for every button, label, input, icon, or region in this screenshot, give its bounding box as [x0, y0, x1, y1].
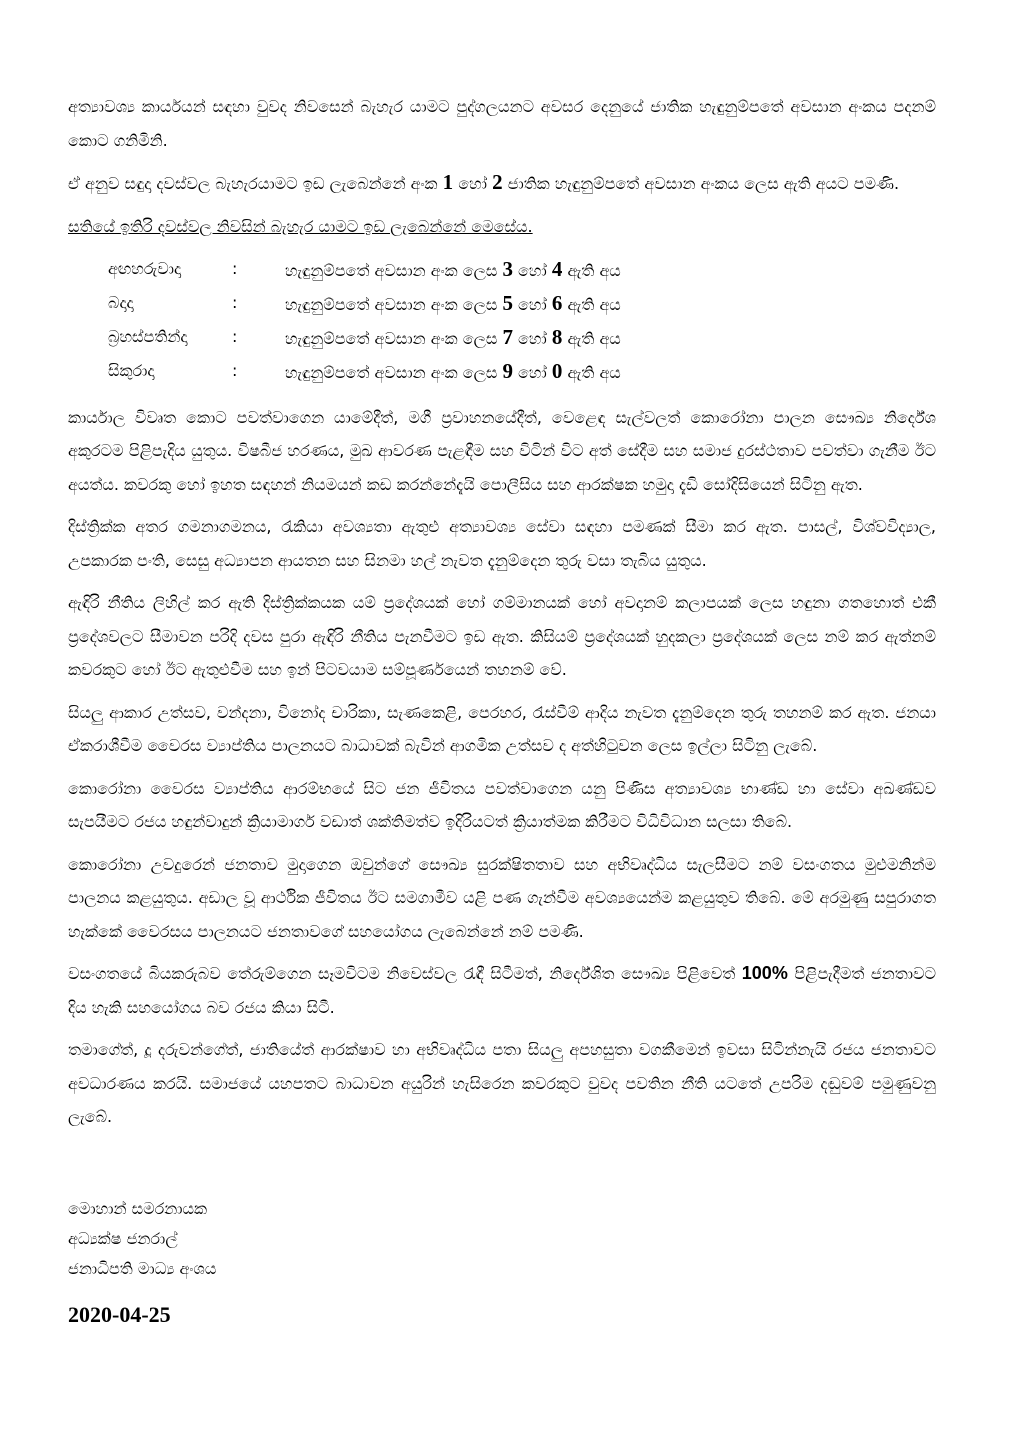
schedule-desc	[285, 253, 936, 287]
schedule-desc	[285, 321, 936, 355]
schedule-tail: ඇති අය	[567, 260, 621, 280]
schedule-colon: :	[232, 360, 238, 380]
number-1: 1	[442, 170, 454, 194]
schedule-heading: සතියේ ඉතිරි දවස්වල නිවසින් බැහැර යාමට ඉඩ ලැබෙන්නේ මෙසේය.	[68, 216, 533, 236]
schedule-desc	[285, 287, 936, 321]
or-word: හෝ	[518, 328, 547, 348]
or-word: හෝ	[518, 294, 547, 314]
closing-paragraph: තමාගේත්, දූ දරුවන්ගේත්, ජාතියේත් ආරක්ෂාව හා අභිවෘද්ධිය පතා සියලු අපහසුතා වගකීමෙන් ඉවසා සිටින්නැයි රජය ජනතාවට අවධාරණය කරයි. සමාජයේ යහපතට බාධාවන අයුරින් හැසිරෙන කවරකුට වුවද පවතින නීති යටතේ උපරිම දඬුවම් පමුණුවනු ලැබේ.	[68, 1040, 936, 1126]
cooperation-text-a: වසංගතයේ බියකරුබව තේරුම්ගෙන සෑමවිටම නිවෙස්වල රැඳී සිටීමත්, නිර්දේශිත සෞඛ්‍ය පිළිවෙත්	[68, 964, 736, 983]
schedule-row-friday	[108, 355, 936, 389]
signatory-department: ජනාධිපති මාධ්‍ය අංශය	[68, 1258, 217, 1278]
schedule-day: සිකුරාදා	[108, 360, 155, 380]
body-paragraph-5: කොරෝනා වෛරස ව්‍යාප්තිය ආරම්භයේ සිට ජන ජීවිතය පවත්වාගෙන යනු පිණිස අත්‍යාවශ්‍ය භාණ්ඩ හා සේවා අඛණ්ඩව සැපයීමට රජය හඳුන්වාදුන් ක්‍රියාමාර්ග වඩාත් ශක්තිමත්ව ඉදිරියටත් ක්‍රියාත්මක කිරීමට විධිවිධාන සලසා තිබේ.	[68, 778, 936, 831]
signature-block	[68, 1194, 936, 1284]
percentage-value: 100%	[741, 963, 788, 983]
number-2: 2	[492, 170, 503, 194]
schedule-number: 9	[502, 358, 513, 383]
schedule-number: 5	[502, 290, 513, 315]
document-date: 2020-04-25	[68, 1301, 171, 1327]
schedule-colon: :	[232, 326, 238, 346]
intro-text-a: ඒ අනුව සඳුදා දවස්වල බැහැරයාමට ඉඩ ලැබෙන්නේ අංක	[68, 174, 438, 193]
body-paragraph-4: සියලු ආකාර උත්සව, වන්දනා, විනෝද චාරිකා, සැණකෙළි, පෙරහර, රැස්වීම් ආදිය නැවත දැනුම්දෙන තුරු තහනම් කර ඇත. ජනයා ඒකරාශීවීම වෛරස ව්‍යාප්තිය පාලනයට බාධාවක් බැවින් ආගමික උත්සව ද අත්හිටුවන ලෙස ඉල්ලා සිටිනු ලැබේ.	[68, 702, 936, 755]
schedule-colon: :	[232, 292, 238, 312]
intro-paragraph-2	[68, 166, 936, 201]
schedule-day: බදාදා	[108, 292, 134, 312]
or-word: හෝ	[518, 362, 547, 382]
or-word: හෝ	[518, 260, 547, 280]
schedule-row-wednesday	[108, 287, 936, 321]
schedule-row-thursday	[108, 321, 936, 355]
schedule-desc-text: හැඳුනුම්පතේ අවසාන අංක ලෙස	[285, 294, 498, 314]
schedule-day: අඟහරුවාදා	[108, 258, 182, 278]
signatory-title: අධ්‍යක්ෂ ජනරාල්	[68, 1228, 178, 1248]
schedule-number: 0	[551, 358, 563, 383]
schedule-colon: :	[232, 258, 238, 278]
body-paragraph-1: කාර්යාල විවෘත කොට පවත්වාගෙන යාමේදීත්, මගී ප්‍රවාහනයේදීත්, වෙළෙඳ සැල්වලත් කොරෝනා පාලන සෞඛ්‍ය නිර්දේශ අකුරටම පිළිපැදිය යුතුය. විෂබීජ හරණය, මුඛ ආවරණ පැළඳීම සහ විටින් විට අත් සේදීම සහ සමාජ දුරස්ථතාව පවත්වා ගැනීම ඊට අයත්ය. කවරකු හෝ ඉහත සඳහන් නියමයන් කඩ කරන්නේදැයි පොලීසිය සහ ආරක්ෂක හමුදා දැඩි සෝදිසියෙන් සිටිනු ඇත.	[68, 407, 936, 494]
schedule-desc	[285, 355, 936, 389]
schedule-desc-text: හැඳුනුම්පතේ අවසාන අංක ලෙස	[285, 328, 498, 348]
cooperation-paragraph	[68, 957, 936, 1024]
body-paragraph-3: ඇඳිරි නීතිය ලිහිල් කර ඇති දිස්ත්‍රික්කයක යම් ප්‍රදේශයක් හෝ ගම්මානයක් හෝ අවදානම් කලාපයක් ලෙස හඳුනා ගතහොත් එකී ප්‍රදේශවලට සීමාවන පරිදි දවස පුරා ඇඳිරි නීතිය පැනවීමට ඉඩ ඇත. කිසියම් ප්‍රදේශයක් හුදකලා ප්‍රදේශයක් ලෙස නම් කර ඇත්නම් කවරකුට හෝ ඊට ඇතුළුවීම සහ ඉන් පිටවයාම සම්පූර්ණයෙන් තහනම් වේ.	[68, 593, 936, 679]
schedule-number: 6	[551, 290, 563, 315]
schedule-desc-text: හැඳුනුම්පතේ අවසාන අංක ලෙස	[285, 362, 498, 382]
schedule-row-tuesday	[108, 253, 936, 287]
body-paragraph-6: කොරෝනා උවදුරෙන් ජනතාව මුදාගෙන ඔවුන්ගේ සෞඛ්‍ය සුරක්ෂිතතාව සහ අභිවෘද්ධිය සැලසීමට නම් වසංගතය මුළුමනින්ම පාලනය කළයුතුය. අඩාල වූ ආර්ථික ජීවිතය ඊට සමගාමීව යළි පණ ගැන්වීම අවශ්‍යයෙන්ම කළයුතුව තිබේ. මේ අරමුණු සපුරාගත හැක්කේ වෛරසය පාලනයට ජනතාවගේ සහයෝගය ලැබෙන්නේ නම් පමණි.	[68, 854, 936, 941]
signatory-name: මොහාන් සමරනායක	[68, 1198, 208, 1218]
or-word: හෝ	[458, 174, 488, 193]
schedule-number: 7	[502, 324, 513, 349]
schedule-number: 8	[551, 324, 563, 349]
cooperation-text-b: පිළිපැදීමත් ජනතාවට දිය හැකි සහයෝගය බව රජය කියා සිටී.	[68, 964, 936, 1017]
intro-text-b: ජාතික හැඳුනුම්පතේ අවසාන අංකය ලෙස ඇති අයට පමණි.	[507, 174, 900, 193]
schedule-number: 3	[502, 256, 513, 281]
schedule-desc-text: හැඳුනුම්පතේ අවසාන අංක ලෙස	[285, 260, 498, 280]
schedule-tail: ඇති අය	[567, 328, 621, 348]
schedule-day: බ්‍රහස්පතින්දා	[108, 326, 188, 346]
schedule-tail: ඇති අය	[567, 362, 621, 382]
intro-paragraph-1: අත්‍යාවශ්‍ය කාර්යයන් සඳහා වුවද නිවසෙන් බැහැර යාමට පුද්ගලයනට අවසර දෙනුයේ ජාතික හැඳුනුම්පතේ අවසාන අංකය පදනම් කොට ගනිමිනි.	[68, 97, 936, 150]
schedule-tail: ඇති අය	[567, 294, 621, 314]
schedule-list	[108, 253, 936, 389]
schedule-number: 4	[551, 256, 563, 281]
body-paragraph-2: දිස්ත්‍රික්ක අතර ගමනාගමනය, රැකියා අවශ්‍යතා ඇතුළු අත්‍යාවශ්‍ය සේවා සඳහා පමණක් සීමා කර ඇත. පාසල්, විශ්වවිද්‍යාල, උපකාරක පංති, සෙසු අධ්‍යාපන ආයතන සහ සිනමා හල් නැවත දැනුම්දෙන තුරු වසා තැබිය යුතුය.	[68, 517, 936, 570]
